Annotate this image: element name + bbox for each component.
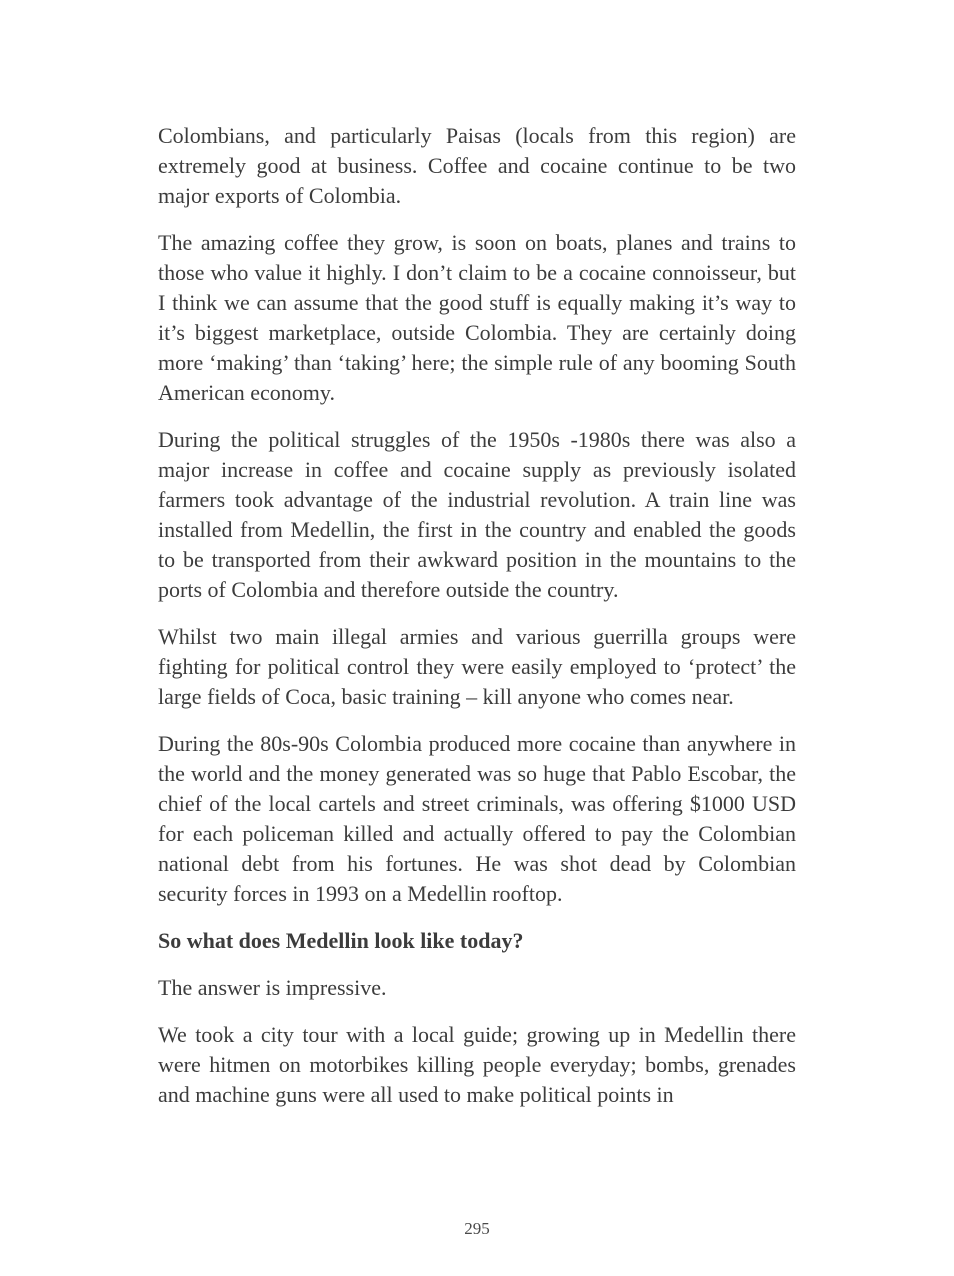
paragraph-illegal-armies: Whilst two main illegal armies and various guerrilla groups were fighting for political control they were easily employed to ‘protect’ the large fields of Coca, basic training – kill anyone who comes near. xyxy=(158,624,796,709)
page-text-block xyxy=(158,121,796,1110)
page-number: 295 xyxy=(464,1219,490,1238)
section-heading-medellin-today: So what does Medellin look like today? xyxy=(158,928,524,953)
paragraph-answer-impressive: The answer is impressive. xyxy=(158,975,387,1000)
paragraph-political-struggles-train: During the political struggles of the 1950s -1980s there was also a major increase in coffee and cocaine supply as previously isolated farmers took advantage of the industrial revolution. A train line was installed from Medellin, the first in the country and enabled the goods to be transported from their awkward position in the mountains to the ports of Colombia and therefore outside the country. xyxy=(158,427,796,602)
paragraph-colombians-exports: Colombians, and particularly Paisas (locals from this region) are extremely good at business. Coffee and cocaine continue to be two major exports of Colombia. xyxy=(158,123,796,208)
paragraph-city-tour: We took a city tour with a local guide; growing up in Medellin there were hitmen on motorbikes killing people everyday; bombs, grenades and machine guns were all used to make political points in xyxy=(158,1022,796,1107)
paragraph-coffee-economy: The amazing coffee they grow, is soon on boats, planes and trains to those who value it highly. I don’t claim to be a cocaine connoisseur, but I think we can assume that the good stuff is equally making it’s way to it’s biggest marketplace, outside Colombia. They are certainly doing more ‘making’ than ‘taking’ here; the simple rule of any booming South American economy. xyxy=(158,230,796,405)
paragraph-pablo-escobar: During the 80s-90s Colombia produced more cocaine than anywhere in the world and the money generated was so huge that Pablo Escobar, the chief of the local cartels and street criminals, was offering $1000 USD for each policeman killed and actually offered to pay the Colombian national debt from his fortunes. He was shot dead by Colombian security forces in 1993 on a Medellin rooftop. xyxy=(158,731,796,906)
